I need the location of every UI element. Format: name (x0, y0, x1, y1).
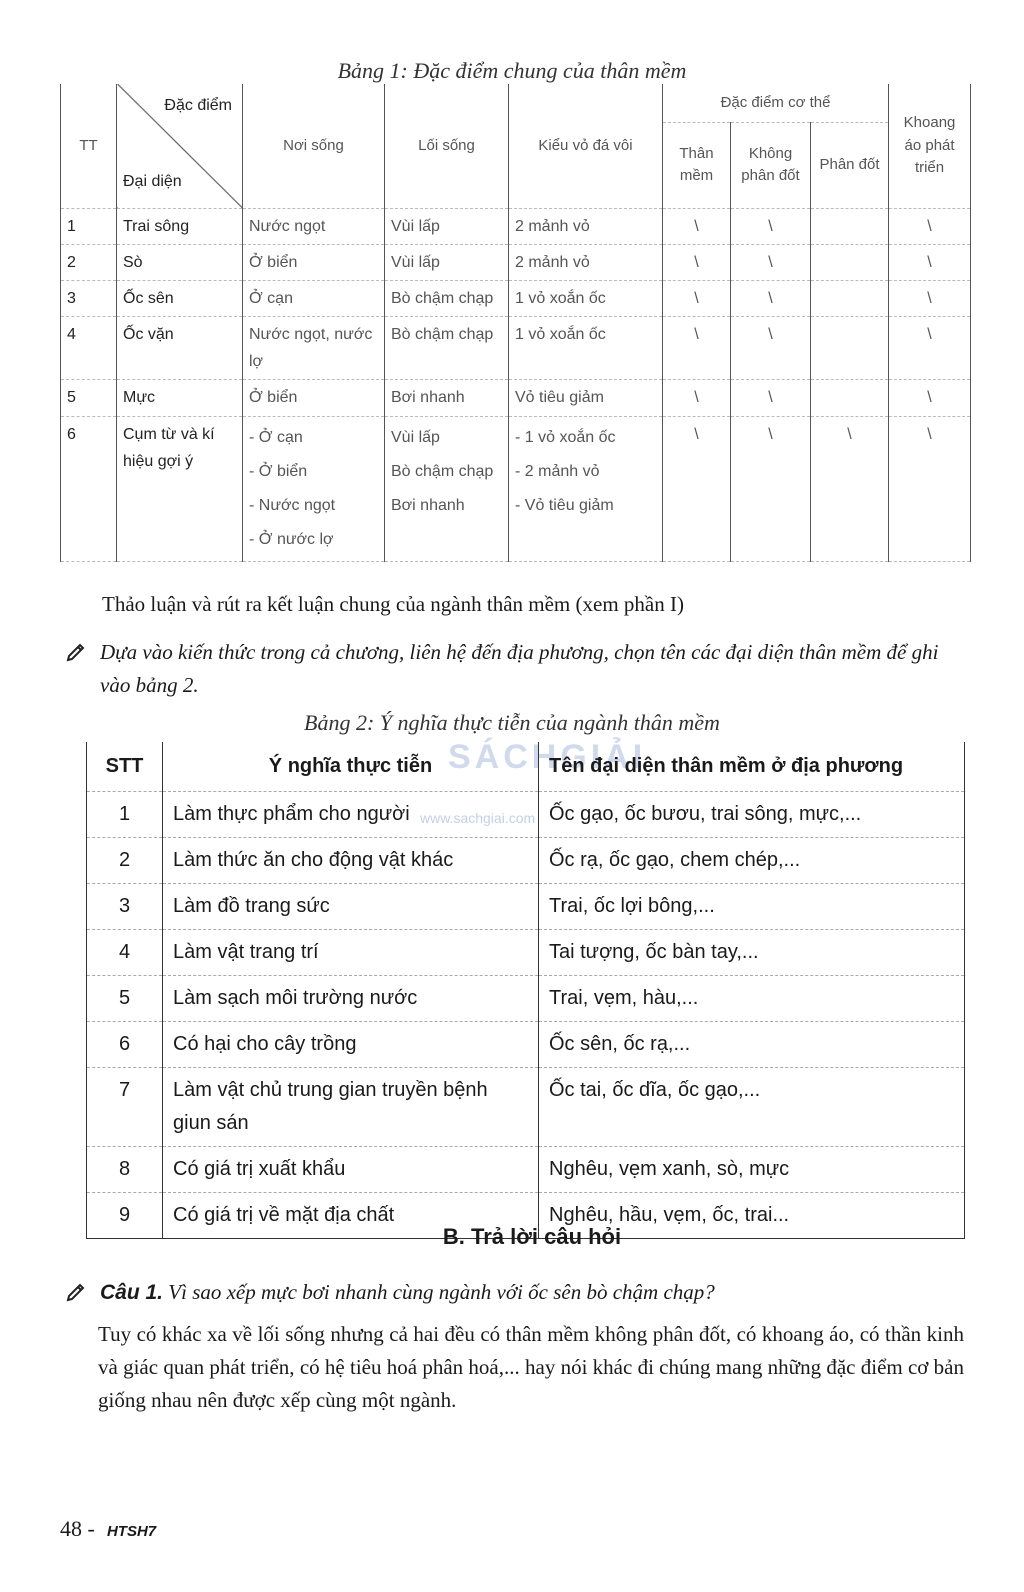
list-item: Vùi lấp (391, 428, 440, 446)
cell-noi-song: Ở biển (243, 380, 385, 416)
cell-loi-song: Bơi nhanh (385, 380, 509, 416)
table-row (61, 244, 971, 280)
cell-tt: 3 (61, 280, 117, 316)
table-row (87, 884, 965, 930)
cell-dai-dien: Mực (117, 380, 243, 416)
question-1 (100, 1276, 970, 1309)
header-dac-diem-co-the: Đặc điểm cơ thể (663, 84, 889, 122)
list-item: Bơi nhanh (391, 496, 465, 514)
page-footer (60, 1516, 156, 1542)
list-item: - 2 mảnh vỏ (515, 462, 600, 480)
list-item: Bò chậm chạp (391, 462, 494, 480)
cell-dai-dien: Sò (117, 244, 243, 280)
header-loi-song: Lối sống (385, 84, 509, 208)
cell-noi-song: Ở cạn (243, 280, 385, 316)
cell-kieu-vo: 1 vỏ xoắn ốc (509, 317, 663, 380)
cell-loi-song: Vùi lấp (385, 208, 509, 244)
cell-phan-dot (811, 208, 889, 244)
table1 (60, 84, 971, 562)
cell-dai-dien: Ốc sên (117, 280, 243, 316)
cell-ten: Ốc gạo, ốc bươu, trai sông, mực,... (539, 792, 965, 838)
cell-khong-phan-dot: \ (731, 317, 811, 380)
cell-khoang-ao: \ (889, 416, 971, 561)
pen-icon (64, 1280, 88, 1310)
cell-y-nghia: Làm thức ăn cho động vật khác (163, 838, 539, 884)
answer-text: Tuy có khác xa về lối sống nhưng cả hai đều có thân mềm không phân đốt, có khoang áo, có thần kinh và giác quan phát triển, có hệ tiêu hoá phân hoá,... hay nói khác đi chúng mang những đặc điểm cơ bản giống nhau nên được xếp cùng một ngành. (98, 1322, 964, 1412)
question-label: Câu 1. (100, 1281, 164, 1304)
table-row (87, 930, 965, 976)
cell-stt: 5 (87, 976, 163, 1022)
cell-tt: 2 (61, 244, 117, 280)
cell-ten: Tai tượng, ốc bàn tay,... (539, 930, 965, 976)
cell-than-mem: \ (663, 280, 731, 316)
watermark-url: www.sachgiai.com (420, 810, 536, 826)
cell-y-nghia: Làm đồ trang sức (163, 884, 539, 930)
cell-khoang-ao: \ (889, 317, 971, 380)
cell-dai-dien: Ốc vặn (117, 317, 243, 380)
cell-kieu-vo: Vỏ tiêu giảm (509, 380, 663, 416)
cell-tt: 6 (61, 416, 117, 561)
cell-phan-dot (811, 280, 889, 316)
table-row (87, 838, 965, 884)
table-row (87, 976, 965, 1022)
header-noi-song: Nơi sống (243, 84, 385, 208)
cell-phan-dot (811, 380, 889, 416)
cell-ten: Trai, vẹm, hàu,... (539, 976, 965, 1022)
cell-dai-dien: Cụm từ và kí hiệu gợi ý (117, 416, 243, 561)
watermark-logo: SÁCHGIẢI (448, 738, 647, 776)
cell-stt: 3 (87, 884, 163, 930)
header-diagonal-cell (117, 84, 243, 208)
table-row (87, 1147, 965, 1193)
cell-noi-song: Ở biển (243, 244, 385, 280)
table2-caption: Bảng 2: Ý nghĩa thực tiễn của ngành thân mềm (304, 710, 720, 735)
list-item: - Nước ngọt (249, 496, 336, 514)
cell-y-nghia: Làm thực phẩm cho người (163, 792, 539, 838)
cell-stt: 4 (87, 930, 163, 976)
cell-tt: 4 (61, 317, 117, 380)
cell-loi-song: Bò chậm chạp (385, 317, 509, 380)
cell-khoang-ao: \ (889, 380, 971, 416)
cell-phan-dot (811, 317, 889, 380)
header-ten-dai-dien: Tên đại diện thân mềm ở địa phương (539, 742, 965, 792)
table-row (61, 280, 971, 316)
cell-y-nghia: Có giá trị về mặt địa chất (163, 1193, 539, 1239)
header-tt: TT (61, 84, 117, 208)
cell-noi-song-list (243, 416, 385, 561)
footer-brand: HTSH7 (106, 1523, 157, 1540)
cell-kieu-vo: 1 vỏ xoắn ốc (509, 280, 663, 316)
list-item: - Ở cạn (249, 428, 303, 446)
cell-stt: 6 (87, 1022, 163, 1068)
cell-khong-phan-dot: \ (731, 244, 811, 280)
list-item: - Vỏ tiêu giảm (515, 496, 614, 514)
cell-phan-dot (811, 244, 889, 280)
list-item: - Ở biển (249, 462, 308, 480)
cell-khoang-ao: \ (889, 244, 971, 280)
cell-y-nghia: Làm sạch môi trường nước (163, 976, 539, 1022)
list-item: - Ở nước lợ (249, 530, 334, 548)
section-b-heading: B. Trả lời câu hỏi (442, 1224, 622, 1249)
table-row (87, 1068, 965, 1147)
cell-dai-dien: Trai sông (117, 208, 243, 244)
instruction-text: Dựa vào kiến thức trong cả chương, liên hệ đến địa phương, chọn tên các đại diện thân mềm để ghi vào bảng 2. (100, 640, 939, 697)
table2 (86, 742, 965, 1239)
cell-kieu-vo: 2 mảnh vỏ (509, 244, 663, 280)
cell-phan-dot: \ (811, 416, 889, 561)
cell-y-nghia: Có giá trị xuất khẩu (163, 1147, 539, 1193)
header-dai-dien: Đại diện (123, 173, 182, 191)
cell-tt: 5 (61, 380, 117, 416)
table-row (61, 208, 971, 244)
cell-ten: Ốc sên, ốc rạ,... (539, 1022, 965, 1068)
cell-ten: Ốc rạ, ốc gạo, chem chép,... (539, 838, 965, 884)
cell-y-nghia: Làm vật trang trí (163, 930, 539, 976)
cell-stt: 8 (87, 1147, 163, 1193)
cell-kieu-vo: 2 mảnh vỏ (509, 208, 663, 244)
cell-ten: Ốc tai, ốc dĩa, ốc gạo,... (539, 1068, 965, 1147)
cell-stt: 2 (87, 838, 163, 884)
header-dac-diem: Đặc điểm (164, 97, 232, 114)
table-row (87, 1022, 965, 1068)
cell-stt: 9 (87, 1193, 163, 1239)
table-row (61, 416, 971, 561)
cell-khong-phan-dot: \ (731, 416, 811, 561)
page-number: 48 - (60, 1516, 95, 1541)
cell-than-mem: \ (663, 380, 731, 416)
header-stt: STT (87, 742, 163, 792)
cell-noi-song: Nước ngọt, nước lợ (243, 317, 385, 380)
cell-ten: Nghêu, hầu, vẹm, ốc, trai... (539, 1193, 965, 1239)
cell-y-nghia: Làm vật chủ trung gian truyền bệnh giun sán (163, 1068, 539, 1147)
question-text: Vì sao xếp mực bơi nhanh cùng ngành với ốc sên bò chậm chạp? (168, 1280, 715, 1304)
cell-khong-phan-dot: \ (731, 280, 811, 316)
cell-noi-song: Nước ngọt (243, 208, 385, 244)
cell-khong-phan-dot: \ (731, 208, 811, 244)
cell-stt: 7 (87, 1068, 163, 1147)
cell-khoang-ao: \ (889, 208, 971, 244)
table-row (87, 792, 965, 838)
header-kieu-vo: Kiểu vỏ đá vôi (509, 84, 663, 208)
cell-than-mem: \ (663, 208, 731, 244)
cell-stt: 1 (87, 792, 163, 838)
cell-tt: 1 (61, 208, 117, 244)
cell-y-nghia: Có hại cho cây trồng (163, 1022, 539, 1068)
header-khong-phan-dot: Không phân đốt (731, 122, 811, 208)
list-item: - 1 vỏ xoắn ốc (515, 428, 616, 446)
table-row (61, 317, 971, 380)
cell-ten: Trai, ốc lợi bông,... (539, 884, 965, 930)
header-than-mem: Thân mềm (663, 122, 731, 208)
cell-loi-song-list (385, 416, 509, 561)
cell-than-mem: \ (663, 317, 731, 380)
cell-kieu-vo-list (509, 416, 663, 561)
discussion-text: Thảo luận và rút ra kết luận chung của ngành thân mềm (xem phần I) (102, 592, 684, 616)
header-khoang-ao: Khoang áo phát triển (889, 84, 971, 208)
table-row (61, 380, 971, 416)
cell-ten: Nghêu, vẹm xanh, sò, mực (539, 1147, 965, 1193)
cell-loi-song: Vùi lấp (385, 244, 509, 280)
cell-loi-song: Bò chậm chạp (385, 280, 509, 316)
cell-khoang-ao: \ (889, 280, 971, 316)
cell-khong-phan-dot: \ (731, 380, 811, 416)
pen-icon (64, 640, 88, 670)
cell-than-mem: \ (663, 244, 731, 280)
header-y-nghia: Ý nghĩa thực tiễn (163, 742, 539, 792)
cell-than-mem: \ (663, 416, 731, 561)
header-phan-dot: Phân đốt (811, 122, 889, 208)
table1-caption: Bảng 1: Đặc điểm chung của thân mềm (337, 58, 687, 83)
